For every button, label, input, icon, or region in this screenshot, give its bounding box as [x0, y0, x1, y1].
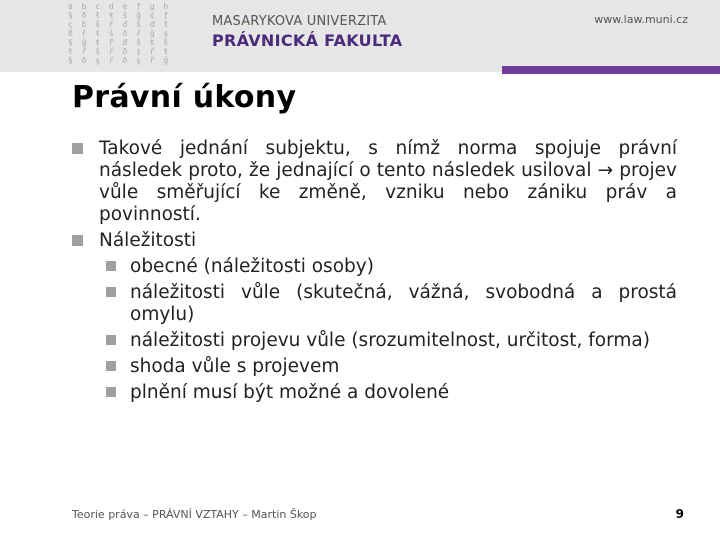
faculty-name: PRÁVNICKÁ FAKULTA	[212, 31, 403, 50]
website-url[interactable]: www.law.muni.cz	[594, 13, 688, 26]
sub-bullet-item	[106, 256, 677, 278]
university-name: MASARYKOVA UNIVERZITA	[212, 14, 387, 29]
logo-pattern-row: ŧ ř ŝ ř ð ş ř ŧ	[68, 47, 171, 56]
logo-pattern-row: § ĝ ŧ ř đ ŝ ŧ ŝ	[68, 38, 171, 47]
square-bullet-icon	[106, 387, 116, 397]
page-number: 9	[675, 507, 684, 521]
sub-bullet-text: náležitosti projevu vůle (srozumitelnost, určitost, forma)	[130, 330, 650, 351]
bullet-item	[72, 230, 677, 252]
square-bullet-icon	[106, 287, 116, 297]
sub-bullet-item	[106, 282, 677, 326]
logo-pattern-row: a b c d e f g h	[68, 2, 171, 11]
slide-header	[0, 0, 720, 72]
logo-pattern-row: § ð ş ř ð ş ř ĝ	[68, 56, 171, 65]
bullet-text: Takové jednání subjektu, s nímž norma spojuje právní následek proto, že jednající o tento následek usiloval → projev vůle směřující ke změně, vzniku nebo zániku práv a povinností.	[99, 138, 677, 225]
logo-pattern-row: ç ɓ ŝ ř đ š ď ť	[68, 20, 171, 29]
square-bullet-icon	[106, 335, 116, 345]
logo-pattern-row: ß ř ŧ ŝ ð ř ĝ ş	[68, 29, 171, 38]
bullet-text: Náležitosti	[99, 230, 197, 251]
bullet-item	[72, 138, 677, 226]
square-bullet-icon	[72, 235, 83, 246]
sub-bullet-text: náležitosti vůle (skutečná, vážná, svobodná a prostá omylu)	[130, 282, 677, 325]
square-bullet-icon	[106, 361, 116, 371]
footer-text: Teorie práva – PRÁVNÍ VZTAHY – Martin Škop	[72, 508, 317, 521]
square-bullet-icon	[106, 261, 116, 271]
accent-bar	[502, 66, 720, 74]
slide-content	[72, 138, 677, 408]
sub-bullet-item	[106, 382, 677, 404]
sub-bullet-item	[106, 330, 677, 352]
square-bullet-icon	[72, 143, 83, 154]
sub-bullet-text: obecné (náležitosti osoby)	[130, 256, 374, 277]
logo-pattern-row: § ð ł ŧ ŝ ĝ ¢ ƒ	[68, 11, 171, 20]
sub-bullet-text: shoda vůle s projevem	[130, 356, 340, 377]
slide-title: Právní úkony	[72, 80, 297, 115]
sub-bullet-text: plnění musí být možné a dovolené	[130, 382, 450, 403]
logo-pattern	[68, 2, 184, 66]
sub-bullet-item	[106, 356, 677, 378]
